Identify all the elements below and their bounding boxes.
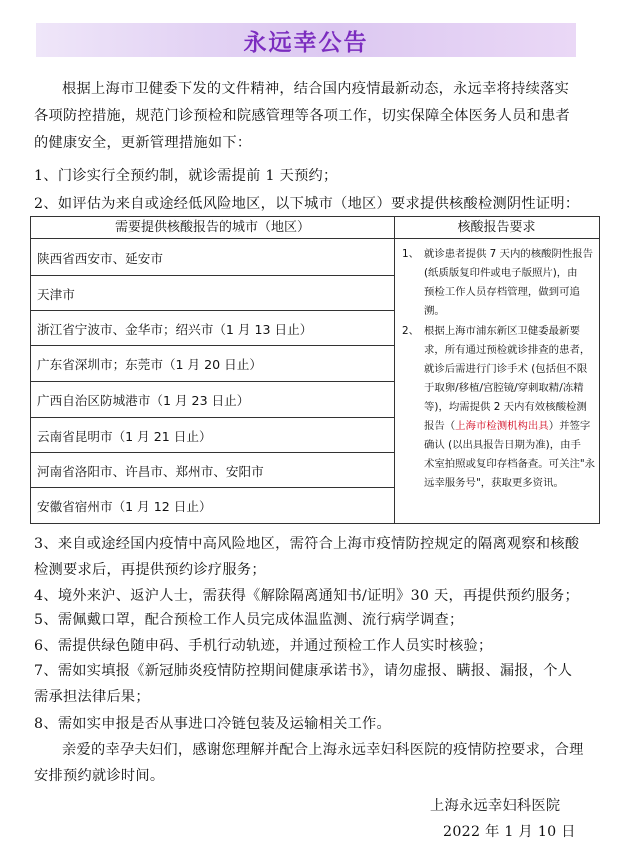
- table-header-cities: 需要提供核酸报告的城市（地区）: [31, 217, 394, 239]
- requirement-2: 2、 根据上海市浦东新区卫健委最新要 求，所有通过预检就诊排查的患者， 就诊后需进行门诊手术 (包括但不限 于取卵/移植/宫腔镜/穿刺取精/冻精 等)，均需提供 2 天内有效核酸检测 报告（上海市检测机构出具）并签字 确认 (以出具报告日期为准)，由手 术室拍照或复印存档备查。可关注"永 远幸服务号"，获取更多资讯。: [402, 325, 596, 489]
- table-row: [31, 418, 394, 453]
- city-cell: 安徽省宿州市（1 月 12 日止）: [37, 499, 212, 514]
- nucleic-acid-table: [30, 216, 600, 524]
- intro-line-1: 根据上海市卫健委下发的文件精神，结合国内疫情最新动态，永远幸将持续落实: [62, 81, 570, 97]
- city-cell: 广西自治区防城港市（1 月 23 日止）: [37, 393, 250, 408]
- title-banner: [36, 23, 576, 57]
- city-cell: 云南省昆明市（1 月 21 日止）: [37, 428, 212, 444]
- city-cell: 陕西省西安市、延安市: [37, 250, 163, 266]
- city-cell: 广东省深圳市；东莞市（1 月 20 日止）: [37, 357, 262, 372]
- item-3-line-1: 3、来自或途经国内疫情中高风险地区，需符合上海市疫情防控规定的隔离观察和核酸: [34, 536, 580, 552]
- closing-line-1: 亲爱的幸孕夫妇们，感谢您理解并配合上海永远幸妇科医院的疫情防控要求，合理: [62, 742, 584, 758]
- city-cell: 天津市: [37, 286, 75, 302]
- table-row: [31, 453, 394, 488]
- item-5: 5、需佩戴口罩，配合预检工作人员完成体温监测、流行病学调查；: [34, 612, 464, 628]
- city-cell: 河南省洛阳市、许昌市、郑州市、安阳市: [37, 463, 264, 479]
- intro-line-2: 各项防控措施，规范门诊预检和院感管理等各项工作，切实保障全体医务人员和患者: [34, 108, 571, 124]
- closing-line-2: 安排预约就诊时间。: [34, 768, 165, 784]
- city-cell: 浙江省宁波市、金华市；绍兴市（1 月 13 日止）: [37, 321, 313, 337]
- table-row: [31, 239, 394, 276]
- table-row: [31, 276, 394, 311]
- item-1: 1、门诊实行全预约制，就诊需提前 1 天预约；: [34, 168, 338, 184]
- requirements-cell: [402, 245, 598, 493]
- table-row: [31, 346, 394, 382]
- item-8: 8、需如实申报是否从事进口冷链包装及运输相关工作。: [34, 716, 392, 732]
- page-title: 永远幸公告: [243, 29, 369, 56]
- table-header-requirements: 核酸报告要求: [394, 217, 599, 239]
- table-row: [31, 311, 394, 346]
- item-4: 4、境外来沪、返沪人士，需获得《解除隔离通知书/证明》30 天，再提供预约服务；: [34, 588, 579, 604]
- item-3-line-2: 检测要求后，再提供预约诊疗服务；: [34, 562, 266, 578]
- item-2: 2、如评估为来自或途经低风险地区，以下城市（地区）要求提供核酸检测阴性证明：: [34, 196, 580, 212]
- table-row: [31, 488, 394, 523]
- signature: 上海永远幸妇科医院: [430, 798, 561, 814]
- date: 2022 年 1 月 10 日: [443, 824, 576, 840]
- intro-line-3: 的健康安全，更新管理措施如下：: [34, 135, 252, 151]
- requirement-1: 1、 就诊患者提供 7 天内的核酸阴性报告 (纸质版复印件或电子版照片)，由 预检工作人员存档管理，做到可追 溯。: [402, 248, 594, 317]
- item-6: 6、需提供绿色随申码、手机行动轨迹，并通过预检工作人员实时核验；: [34, 638, 493, 654]
- red-highlight: 上海市检测机构出具: [455, 420, 549, 432]
- table-row: [31, 382, 394, 418]
- item-7-line-2: 需承担法律后果；: [34, 689, 150, 705]
- item-7-line-1: 7、需如实填报《新冠肺炎疫情防控期间健康承诺书》，请勿虚报、瞒报、漏报，个人: [34, 663, 573, 679]
